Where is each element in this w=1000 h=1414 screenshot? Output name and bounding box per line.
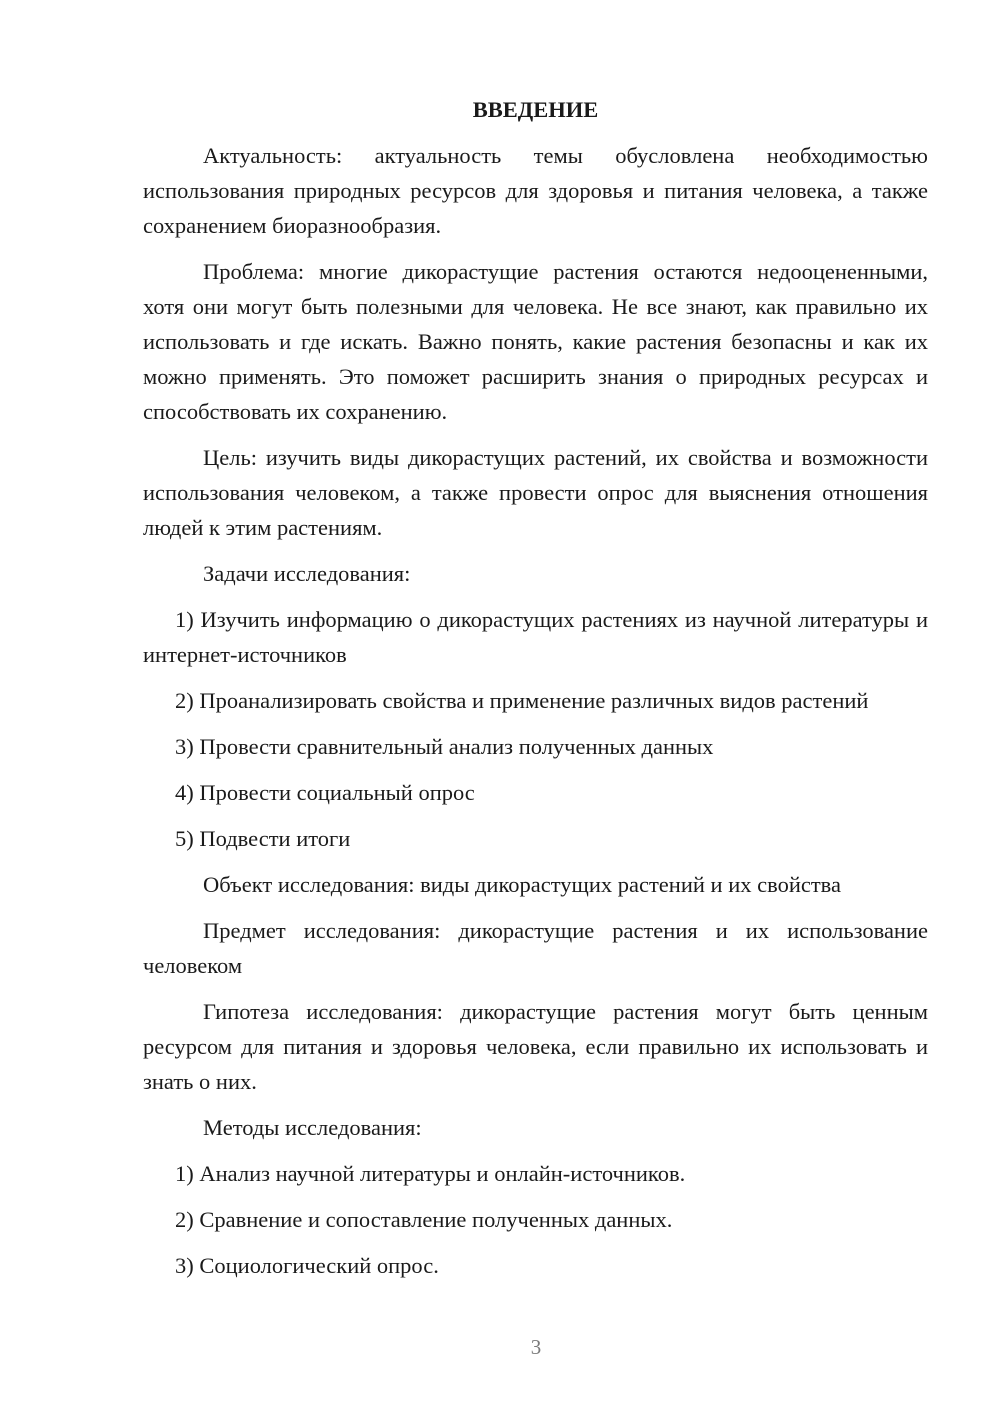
list-item-task-5: 5) Подвести итоги: [175, 826, 351, 851]
list-item-method-1: 1) Анализ научной литературы и онлайн-источников.: [175, 1161, 686, 1186]
list-item-method-2: 2) Сравнение и сопоставление полученных данных.: [175, 1207, 673, 1232]
paragraph-tasks-heading: Задачи исследования:: [203, 561, 411, 586]
paragraph-goal: Цель: изучить виды дикорастущих растений, их свойства и возможности использования человеком, а также провести опрос для выяснения отношения людей к этим растениям.: [143, 445, 928, 540]
page-number: 3: [530, 1335, 542, 1359]
list-item-method-3: 3) Социологический опрос.: [175, 1253, 439, 1278]
paragraph-relevance: Актуальность: актуальность темы обусловлена необходимостью использования природных ресурсов для здоровья и питания человека, а также сохранением биоразнообразия.: [143, 143, 928, 238]
section-title: ВВЕДЕНИЕ: [472, 97, 599, 122]
paragraph-object: Объект исследования: виды дикорастущих растений и их свойства: [203, 872, 841, 897]
list-item-task-3: 3) Провести сравнительный анализ полученных данных: [175, 734, 714, 759]
paragraph-problem: Проблема: многие дикорастущие растения остаются недооцененными, хотя они могут быть полезными для человека. Не все знают, как правильно их использовать и где искать. Важно понять, какие растения безопасны и как их можно применять. Это поможет расширить знания о природных ресурсах и способствовать их сохранению.: [143, 259, 928, 424]
list-item-task-4: 4) Провести социальный опрос: [175, 780, 475, 805]
list-item-task-2: 2) Проанализировать свойства и применение различных видов растений: [175, 688, 869, 713]
paragraph-subject: Предмет исследования: дикорастущие растения и их использование человеком: [143, 918, 928, 978]
paragraph-methods-heading: Методы исследования:: [203, 1115, 422, 1140]
page-content: [143, 92, 928, 1283]
paragraph-hypothesis: Гипотеза исследования: дикорастущие растения могут быть ценным ресурсом для питания и здоровья человека, если правильно их использовать и знать о них.: [143, 999, 928, 1094]
list-item-task-1: 1) Изучить информацию о дикорастущих растениях из научной литературы и интернет-источников: [143, 607, 928, 667]
